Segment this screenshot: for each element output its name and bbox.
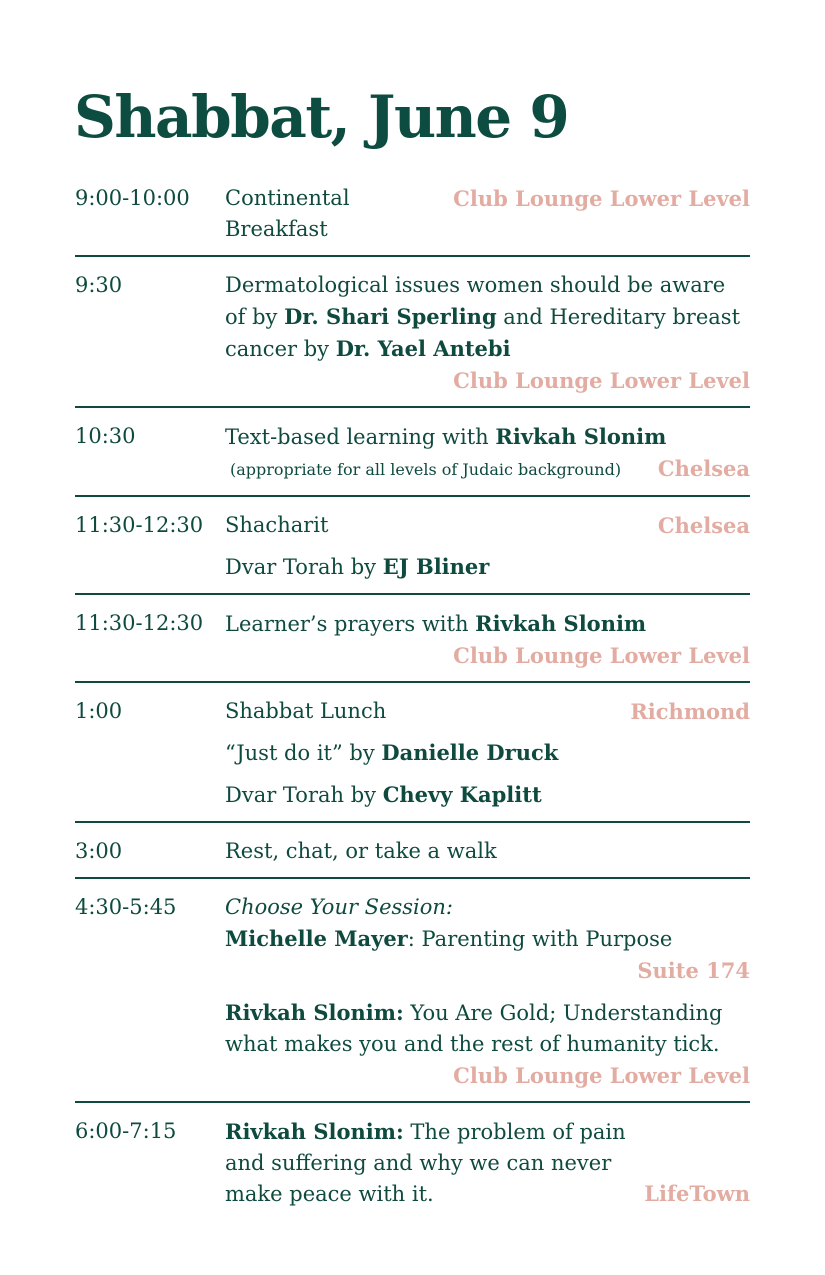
event-location: LifeTown bbox=[644, 1181, 750, 1206]
event-time: 11:30-12:30 bbox=[75, 611, 204, 635]
event-details bbox=[225, 608, 750, 671]
speaker-name: Danielle Druck bbox=[381, 740, 559, 765]
event-time: 11:30-12:30 bbox=[75, 513, 204, 537]
schedule-row bbox=[75, 879, 750, 1103]
event-time: 9:30 bbox=[75, 273, 123, 297]
event-note: (appropriate for all levels of Judaic background) bbox=[230, 460, 622, 479]
schedule-row bbox=[75, 497, 750, 595]
speaker-name: EJ Bliner bbox=[382, 554, 490, 579]
schedule-row bbox=[75, 180, 750, 257]
event-time: 10:30 bbox=[75, 424, 136, 448]
speaker-name: Michelle Mayer bbox=[225, 926, 408, 951]
event-details bbox=[225, 1116, 750, 1210]
page-title: Shabbat, June 9 bbox=[74, 83, 569, 151]
event-description: “Just do it” by bbox=[225, 741, 382, 765]
schedule-row bbox=[75, 257, 750, 408]
speaker-name: Rivkah Slonim: bbox=[225, 1000, 404, 1025]
event-title: Shabbat Lunch bbox=[225, 699, 387, 723]
event-time: 6:00-7:15 bbox=[75, 1119, 177, 1143]
event-title: Continental Breakfast bbox=[225, 186, 350, 241]
event-description: Dermatological issues women should be aware of by bbox=[225, 273, 726, 329]
event-time: 1:00 bbox=[75, 699, 123, 723]
event-location: Club Lounge Lower Level bbox=[453, 368, 750, 393]
session-heading: Choose Your Session: bbox=[225, 895, 454, 919]
schedule-row bbox=[75, 683, 750, 823]
event-time: 4:30-5:45 bbox=[75, 895, 177, 919]
event-details bbox=[225, 183, 750, 245]
event-location: Club Lounge Lower Level bbox=[453, 1063, 750, 1088]
event-title: Rest, chat, or take a walk bbox=[225, 839, 497, 863]
event-description: and Hereditary breast cancer by bbox=[225, 305, 741, 361]
event-description: The problem of pain and suffering and why we can never make peace with it. bbox=[225, 1120, 626, 1206]
event-time: 9:00-10:00 bbox=[75, 186, 190, 210]
speaker-name: Dr. Yael Antebi bbox=[335, 336, 511, 361]
event-location: Chelsea bbox=[657, 513, 750, 538]
event-title: Shacharit bbox=[225, 513, 329, 537]
schedule-row bbox=[75, 1103, 750, 1220]
schedule-row bbox=[75, 408, 750, 497]
schedule-list bbox=[75, 180, 750, 1220]
speaker-name: Rivkah Slonim bbox=[475, 611, 647, 636]
event-details bbox=[225, 510, 750, 583]
event-time: 3:00 bbox=[75, 839, 123, 863]
event-description: You Are Gold; Understanding what makes you and the rest of humanity tick. bbox=[225, 1001, 723, 1056]
event-details bbox=[225, 696, 750, 811]
event-location: Club Lounge Lower Level bbox=[453, 186, 750, 211]
event-details bbox=[225, 421, 750, 485]
event-details bbox=[225, 270, 750, 396]
event-details bbox=[225, 836, 750, 867]
speaker-name: Dr. Shari Sperling bbox=[284, 304, 497, 329]
speaker-name: Rivkah Slonim bbox=[495, 424, 667, 449]
event-location: Suite 174 bbox=[637, 958, 750, 983]
speaker-name: Chevy Kaplitt bbox=[382, 782, 542, 807]
event-description: Dvar Torah by bbox=[225, 783, 383, 807]
event-description: Text-based learning with bbox=[225, 425, 496, 449]
event-description: Learner’s prayers with bbox=[225, 612, 476, 636]
event-details bbox=[225, 892, 750, 1091]
schedule-row bbox=[75, 595, 750, 683]
event-description: Dvar Torah by bbox=[225, 555, 383, 579]
event-location: Club Lounge Lower Level bbox=[453, 643, 750, 668]
event-location: Chelsea bbox=[657, 456, 750, 481]
schedule-row bbox=[75, 823, 750, 879]
event-location: Richmond bbox=[630, 699, 750, 724]
speaker-name: Rivkah Slonim: bbox=[225, 1119, 404, 1144]
event-description: : Parenting with Purpose bbox=[407, 927, 673, 951]
